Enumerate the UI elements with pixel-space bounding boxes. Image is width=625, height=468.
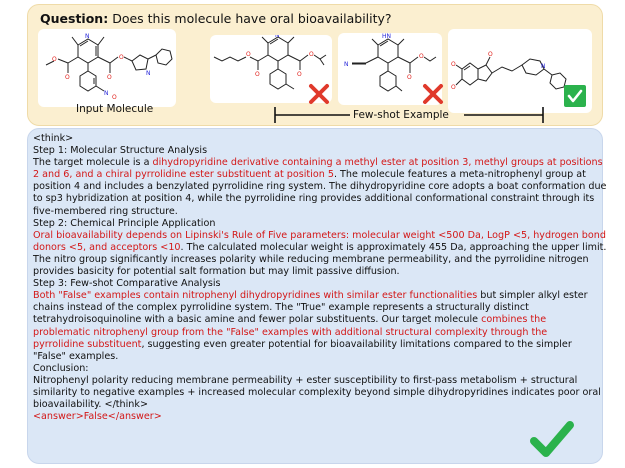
atom-label: N [146, 70, 151, 77]
text-segment: similarity to negative examples + increased molecular complexity beyond simple dihydropyridines indicates poor oral [33, 386, 601, 398]
fewshot-caption: Few-shot Example [353, 109, 449, 121]
atom-label: N [344, 61, 349, 68]
atom-label: O [488, 51, 493, 58]
text-segment: Step 1: Molecular Structure Analysis [33, 145, 208, 157]
reasoning-line [33, 363, 595, 375]
atom-label: O [112, 94, 117, 101]
reasoning-line [33, 339, 595, 351]
text-segment: tetrahydroisoquinoline with a basic amine and fewer polar substituents. Our target molecule [33, 314, 482, 326]
atom-label: O [65, 74, 70, 81]
cross-icon [308, 83, 330, 105]
reasoning-line [33, 193, 595, 205]
atom-label: O [246, 51, 251, 58]
highlighted-text: <answer>False</answer> [33, 411, 162, 423]
reasoning-line [33, 327, 595, 339]
input-molecule-caption: Input Molecule [76, 103, 154, 115]
question-line [40, 11, 392, 26]
response-panel [27, 128, 607, 464]
reasoning-line [33, 386, 601, 399]
highlighted-text: combines the [481, 314, 547, 326]
question-panel [27, 4, 603, 126]
text-segment: five-membered ring structure. [33, 205, 178, 217]
reasoning-line [33, 266, 595, 278]
reasoning-line [33, 169, 595, 181]
reasoning-line [33, 145, 595, 157]
text-segment: Nitrophenyl polarity reducing membrane permeability + ester susceptibility to first-pass metabolism + structural [33, 374, 578, 386]
reasoning-line [33, 181, 607, 193]
reasoning-line [33, 278, 595, 290]
reasoning-line [33, 218, 595, 230]
atom-label: O [52, 56, 57, 63]
reasoning-line [33, 302, 595, 314]
text-segment: . The molecule features a meta-nitrophenyl group at [333, 169, 586, 181]
atom-label: O [309, 51, 314, 58]
reasoning-line [33, 157, 603, 169]
text-segment: Step 3: Few-shot Comparative Analysis [33, 278, 221, 290]
atom-label: O [419, 53, 424, 60]
atom-label: HN [382, 33, 391, 40]
reasoning-text [33, 133, 607, 423]
atom-label: O [451, 61, 456, 68]
reasoning-line [33, 399, 595, 411]
atom-label: N [85, 33, 90, 40]
atom-label: N [104, 90, 109, 97]
reasoning-line [33, 411, 595, 423]
check-icon [530, 419, 574, 459]
reasoning-line [33, 314, 595, 326]
highlighted-text: Both "False" examples contain nitrophenyl dihydropyridines with similar ester functionalities [33, 290, 478, 302]
atom-label: N [541, 63, 546, 70]
atom-label: O [119, 54, 124, 61]
text-segment: Conclusion: [33, 362, 89, 374]
input-molecule-structure [38, 29, 176, 107]
question-text: Does this molecule have oral bioavailability? [112, 11, 392, 26]
highlighted-text: Oral bioavailability depends on Lipinski's Rule of Five parameters: molecular weight <500 Da, LogP <5, hydrogen bond [33, 229, 606, 241]
atom-label: O [297, 71, 302, 78]
text-segment: provides basicity for potential salt formation but may limit passive diffusion. [33, 266, 400, 278]
text-segment: <think> [33, 133, 74, 144]
text-segment: . The calculated molecular weight is approximately 455 Da, approaching the upper limit. [180, 241, 607, 253]
reasoning-line [33, 375, 595, 387]
atom-label: O [107, 74, 112, 81]
text-segment: chains instead of the complex pyrrolidine system. The "True" example represents a structurally distinct [33, 302, 529, 314]
text-segment: "False" examples. [33, 350, 119, 362]
reasoning-line [33, 206, 595, 218]
reasoning-line [33, 254, 595, 266]
text-segment: The nitro group significantly increases polarity while reducing membrane permeability, and the pyrrolidine nitrogen [33, 253, 589, 265]
reasoning-line [33, 241, 607, 254]
highlighted-text: pyrrolidine substituent [33, 338, 142, 350]
check-box-icon [564, 85, 586, 107]
highlighted-text: problematic nitrophenyl group from the "False" examples with additional structural complexity through the [33, 326, 548, 338]
reasoning-line [33, 290, 595, 302]
atom-label: O [255, 71, 260, 78]
text-segment: The target molecule is a [33, 157, 153, 169]
reasoning-line [33, 133, 595, 145]
text-segment: Step 2: Chemical Principle Application [33, 217, 216, 229]
atom-label: O [451, 84, 456, 91]
highlighted-text: donors <5, and acceptors <10 [33, 241, 181, 253]
highlighted-text: dihydropyridine derivative containing a methyl ester at position 3, methyl groups at positions [152, 157, 603, 169]
question-label: Question: [40, 11, 109, 26]
reasoning-line [33, 351, 595, 363]
text-segment: bioavailability. </think> [33, 399, 148, 411]
atom-label: O [407, 74, 412, 81]
text-segment: position 4 and includes a benzylated pyrrolidine ring system. The dihydropyridine core adopts a boat conformation due [33, 181, 607, 193]
text-segment: but simpler alkyl ester [477, 290, 588, 302]
atom-label: N [275, 35, 280, 39]
text-segment: , suggesting even greater potential for bioavailability limitations compared to the simpler [141, 338, 572, 350]
input-molecule [38, 29, 176, 107]
highlighted-text: 2 and 6, and a chiral pyrrolidine ester substituent at position 5 [33, 169, 334, 181]
cross-icon [422, 83, 444, 105]
reasoning-line [33, 229, 606, 242]
text-segment: to sp3 hybridization at position 4, while the pyrrolidine ring provides additional conformational constraint through its [33, 193, 595, 205]
